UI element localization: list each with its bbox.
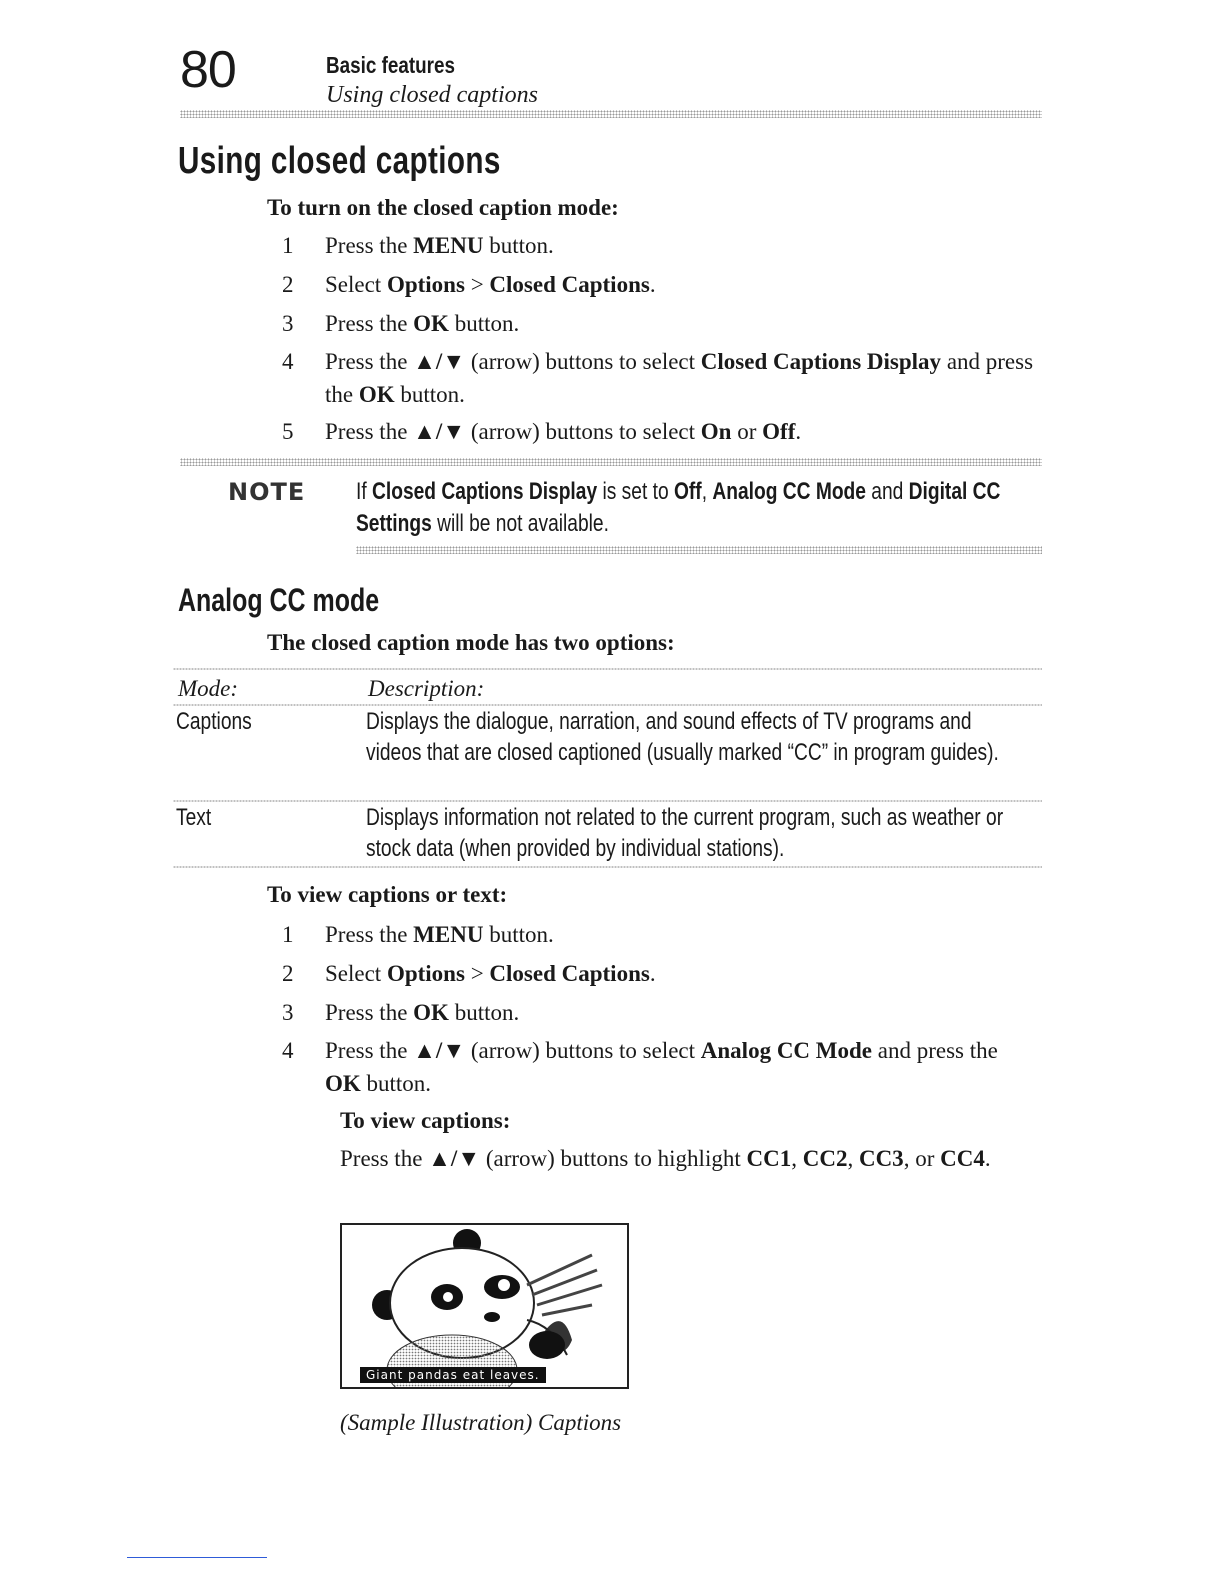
panda-image xyxy=(342,1225,627,1387)
note-label: NOTE xyxy=(228,478,306,506)
page-number: 80 xyxy=(180,41,236,99)
note-text xyxy=(356,476,1044,540)
step-text xyxy=(325,345,1035,411)
keyword: Analog CC Mode xyxy=(712,478,866,505)
text-run: button. xyxy=(483,922,554,947)
note-top-rule xyxy=(180,458,1042,466)
keyword: ▲/▼ xyxy=(413,419,466,444)
sample-illustration xyxy=(340,1223,629,1389)
keyword: CC3 xyxy=(858,1146,904,1171)
keyword: CC4 xyxy=(940,1146,985,1171)
step-text xyxy=(325,1034,1035,1100)
step-text xyxy=(325,415,1035,448)
step-number: 4 xyxy=(282,349,294,374)
text-run: (arrow) buttons to select xyxy=(465,349,701,374)
running-section-title: Using closed captions xyxy=(326,82,538,108)
step-text xyxy=(325,229,1035,262)
keyword: OK xyxy=(413,1000,449,1025)
text-run: > xyxy=(464,961,490,986)
text-run: button. xyxy=(394,382,465,407)
table-header-description: Description: xyxy=(368,676,485,701)
step-number: 3 xyxy=(282,1000,294,1025)
text-run: Press the xyxy=(325,233,414,258)
keyword: Off xyxy=(673,478,702,505)
text-run: . xyxy=(795,419,802,444)
step-text xyxy=(325,307,1035,340)
text-run: button. xyxy=(483,233,554,258)
text-run: and xyxy=(865,478,909,505)
keyword: ▲/▼ xyxy=(413,1038,466,1063)
text-run: will be not available. xyxy=(431,510,609,537)
text-run: button. xyxy=(448,311,520,336)
view-lead: To view captions or text: xyxy=(267,882,508,907)
text-run: Select xyxy=(325,961,387,986)
keyword: Closed Captions Display xyxy=(700,349,942,374)
keyword: CC2 xyxy=(802,1146,848,1171)
step-text xyxy=(325,996,1035,1029)
keyword: Options xyxy=(386,272,465,297)
text-run: (arrow) buttons to select xyxy=(465,1038,701,1063)
table-row-description: Displays information not related to the current program, such as weather or stock data (when provided by individual stations). xyxy=(366,804,1004,862)
step-text xyxy=(325,268,1035,301)
note-bottom-rule xyxy=(356,546,1042,554)
text-run: button. xyxy=(448,1000,520,1025)
header-rule xyxy=(180,110,1042,118)
text-run: Press the xyxy=(340,1146,429,1171)
keyword: MENU xyxy=(413,233,484,258)
keyword: Off xyxy=(762,419,796,444)
text-run: button. xyxy=(360,1071,432,1096)
text-run: , or xyxy=(903,1146,941,1171)
text-run: Press the xyxy=(325,1000,414,1025)
view-captions-instruction xyxy=(340,1142,1040,1175)
step-number: 5 xyxy=(282,419,294,444)
text-run: or xyxy=(731,419,763,444)
keyword: OK xyxy=(358,382,395,407)
text-run: and press the xyxy=(872,1038,998,1063)
keyword: OK xyxy=(413,311,449,336)
text-run: , xyxy=(847,1146,859,1171)
step-number: 1 xyxy=(282,233,294,258)
keyword: On xyxy=(700,419,732,444)
table-bottom-rule xyxy=(173,866,1042,868)
section-title: Using closed captions xyxy=(178,140,501,182)
analog-cc-title: Analog CC mode xyxy=(178,582,380,618)
text-run: Press the xyxy=(325,419,414,444)
footer-link-rule xyxy=(127,1557,267,1558)
caption-text-bar: Giant pandas eat leaves. xyxy=(360,1367,546,1383)
table-top-rule xyxy=(173,668,1042,670)
table-row-mode: Captions xyxy=(176,708,252,735)
text-run: If xyxy=(356,478,373,505)
text-run: Press the xyxy=(325,311,414,336)
step-number: 2 xyxy=(282,272,294,297)
text-run: . xyxy=(984,1146,991,1171)
keyword: ▲/▼ xyxy=(428,1146,481,1171)
step-number: 2 xyxy=(282,961,294,986)
step-text xyxy=(325,918,1035,951)
keyword: Options xyxy=(386,961,465,986)
keyword: MENU xyxy=(413,922,484,947)
text-run: , xyxy=(701,478,713,505)
table-header-mode: Mode: xyxy=(178,676,239,701)
step-number: 1 xyxy=(282,922,294,947)
text-run: > xyxy=(464,272,490,297)
keyword: Digital CC Settings xyxy=(356,478,1001,537)
keyword: Closed Captions xyxy=(489,272,650,297)
text-run: and press the xyxy=(325,349,1034,407)
figure-caption: (Sample Illustration) Captions xyxy=(340,1410,622,1435)
step-text xyxy=(325,957,1035,990)
text-run: . xyxy=(649,272,656,297)
text-run: (arrow) buttons to highlight xyxy=(480,1146,747,1171)
view-captions-lead: To view captions: xyxy=(340,1108,511,1133)
keyword: Analog CC Mode xyxy=(700,1038,873,1063)
turn-on-lead: To turn on the closed caption mode: xyxy=(267,195,619,220)
keyword: Closed Captions Display xyxy=(372,478,598,505)
keyword: OK xyxy=(325,1071,361,1096)
analog-lead: The closed caption mode has two options: xyxy=(267,630,675,655)
text-run: Press the xyxy=(325,1038,414,1063)
text-run: is set to xyxy=(597,478,674,505)
text-run: Press the xyxy=(325,922,414,947)
text-run: , xyxy=(791,1146,803,1171)
table-row-description: Displays the dialogue, narration, and sound effects of TV programs and videos that are closed captioned (usually marked “CC” in program guides). xyxy=(366,708,999,766)
text-run: Select xyxy=(325,272,387,297)
step-number: 4 xyxy=(282,1038,294,1063)
running-chapter-title: Basic features xyxy=(326,52,455,78)
keyword: ▲/▼ xyxy=(413,349,466,374)
text-run: Press the xyxy=(325,349,414,374)
keyword: Closed Captions xyxy=(489,961,650,986)
text-run: (arrow) buttons to select xyxy=(465,419,701,444)
step-number: 3 xyxy=(282,311,294,336)
keyword: CC1 xyxy=(746,1146,792,1171)
text-run: . xyxy=(649,961,656,986)
table-row-mode: Text xyxy=(176,804,212,831)
